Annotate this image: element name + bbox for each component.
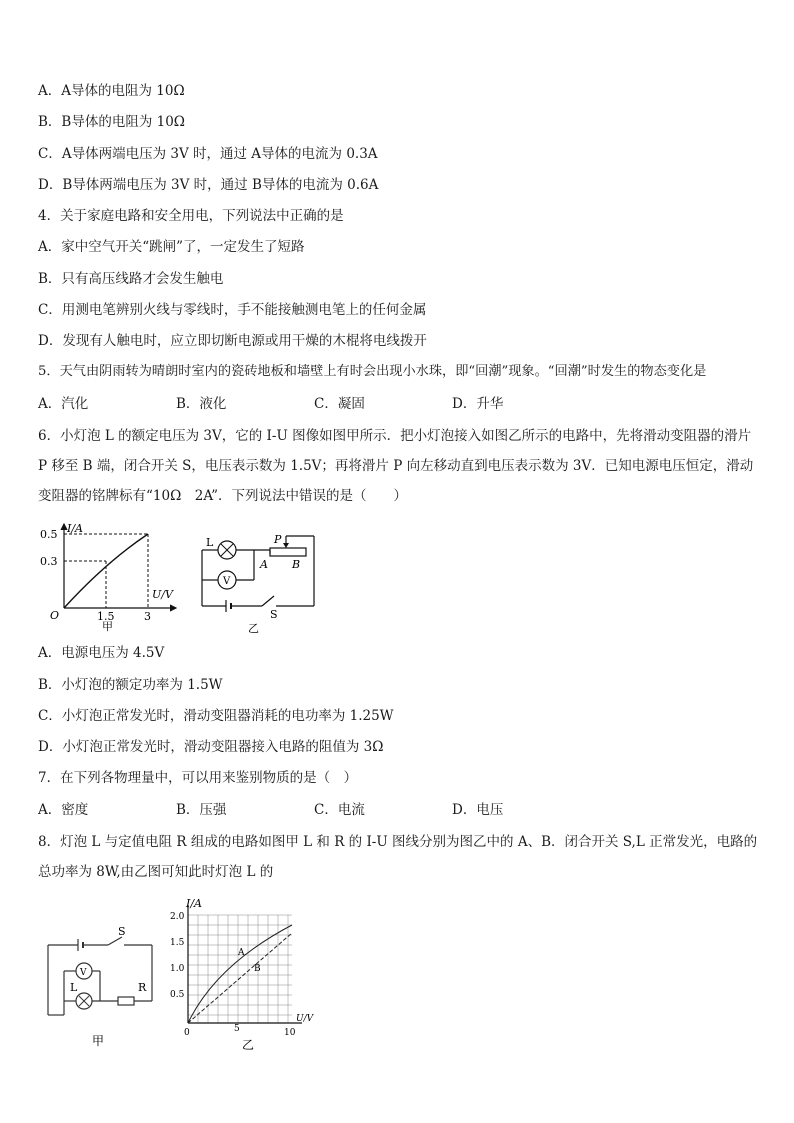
q7-option-c: C．电流	[314, 802, 365, 818]
y-tick: 0.5	[40, 528, 58, 541]
q7-option-b: B．压强	[176, 802, 227, 818]
switch-icon	[108, 937, 122, 945]
y-tick: 2.0	[170, 912, 185, 922]
x-tick: 5	[234, 1024, 240, 1034]
resistor-icon	[118, 997, 134, 1005]
q7-stem: 7．在下列各物理量中，可以用来鉴别物质的是（ ）	[38, 770, 358, 786]
q5-stem: 5．天气由阴雨转为晴朗时室内的瓷砖地板和墙壁上有时会出现小水珠，即“回潮”现象。“回潮”时发生的物态变化是	[38, 364, 707, 379]
resistor-label: R	[138, 981, 147, 994]
x-axis-label: U/V	[152, 588, 173, 601]
q8-figure-yi	[168, 895, 328, 1055]
x-tick: 3	[144, 610, 151, 623]
y-axis-label: I/A	[67, 522, 83, 535]
q6-option-c: C．小灯泡正常发光时，滑动变阻器消耗的电功率为 1.25W	[38, 708, 394, 724]
q7-option-a: A．密度	[38, 802, 89, 818]
figure-caption: 甲	[92, 1034, 105, 1048]
x-axis-label: U/V	[296, 1014, 314, 1024]
x-tick: 10	[284, 1028, 296, 1038]
q6-figure-jia	[36, 522, 186, 632]
x-tick: 1.5	[97, 610, 115, 623]
q5-option-c: C．凝固	[314, 396, 365, 412]
curve-b	[188, 933, 292, 1023]
lamp-label: L	[206, 536, 214, 549]
switch-label: S	[270, 608, 278, 621]
figure-caption: 甲	[102, 620, 113, 632]
q4-option-d: D．发现有人触电时，应立即切断电源或用干燥的木棍将电线拨开	[38, 333, 427, 349]
curve-label: B	[254, 964, 261, 974]
y-tick: 1.5	[170, 938, 185, 948]
q3-option-b: B．B导体的电阻为 10Ω	[38, 114, 186, 130]
switch-label: S	[118, 925, 126, 938]
y-axis-label: I/A	[186, 897, 202, 910]
end-a-label: A	[260, 558, 268, 571]
q3-option-d: D．B导体两端电压为 3V 时，通过 B导体的电流为 0.6A	[38, 177, 379, 193]
end-b-label: B	[292, 558, 301, 571]
q6-figure-yi	[190, 524, 330, 636]
curve-a	[188, 925, 292, 1023]
q8-stem: 8．灯泡 L 与定值电阻 R 组成的电路如图甲 L 和 R 的 I-U 图线分别为图乙中的 A、B．闭合开关 S,L 正常发光，电路的总功率为 8W,由乙图可知此时灯泡 L 的	[38, 834, 758, 880]
y-tick: 0.3	[40, 555, 58, 568]
q5-option-b: B．液化	[176, 396, 227, 412]
q6-option-d: D．小灯泡正常发光时，滑动变阻器接入电路的阻值为 3Ω	[38, 739, 384, 755]
q6-option-a: A．电源电压为 4.5V	[38, 645, 165, 661]
q6-stem: 6．小灯泡 L 的额定电压为 3V，它的 I-U 图像如图甲所示．把小灯泡接入如图乙所示的电路中，先将滑动变阻器的滑片 P 移至 B 端，闭合开关 S，电压表示数为 1.5V；再将滑片 P 向左移动直到电压表示数为 3V．已知电源电压恒定，滑动变阻器的铭牌标有“10Ω 2A”．下列说法中错误的是（ ）	[38, 428, 754, 504]
q8-figure-jia	[40, 925, 170, 1050]
figure-caption: 乙	[242, 1038, 255, 1052]
curve-label: A	[238, 948, 245, 958]
q7-options	[38, 800, 590, 820]
q7-option-d: D．电压	[452, 802, 504, 818]
lamp-label: L	[70, 981, 78, 994]
origin-label: O	[50, 609, 60, 622]
origin-label: 0	[184, 1028, 190, 1038]
q6-option-b: B．小灯泡的额定功率为 1.5W	[38, 677, 223, 693]
q3-option-c: C．A导体两端电压为 3V 时，通过 A导体的电流为 0.3A	[38, 146, 378, 162]
q4-option-a: A．家中空气开关“跳闸”了，一定发生了短路	[38, 239, 305, 255]
y-tick: 0.5	[170, 990, 185, 1000]
slider-label: P	[274, 533, 282, 546]
figure-caption: 乙	[248, 622, 259, 635]
q4-option-c: C．用测电笔辨别火线与零线时，手不能接触测电笔上的任何金属	[38, 302, 427, 318]
q5-option-a: A．汽化	[38, 396, 89, 412]
q3-option-a: A．A导体的电阻为 10Ω	[38, 83, 185, 99]
meter-label: V	[223, 576, 231, 587]
q4-option-b: B．只有高压线路才会发生触电	[38, 271, 224, 287]
switch-icon	[262, 596, 274, 606]
y-tick: 1.0	[170, 964, 185, 974]
q4-stem: 4．关于家庭电路和安全用电，下列说法中正确的是	[38, 208, 344, 224]
meter-label: V	[80, 968, 87, 978]
q5-option-d: D．升华	[452, 396, 504, 412]
grid	[188, 915, 292, 1023]
q5-options	[38, 394, 590, 414]
